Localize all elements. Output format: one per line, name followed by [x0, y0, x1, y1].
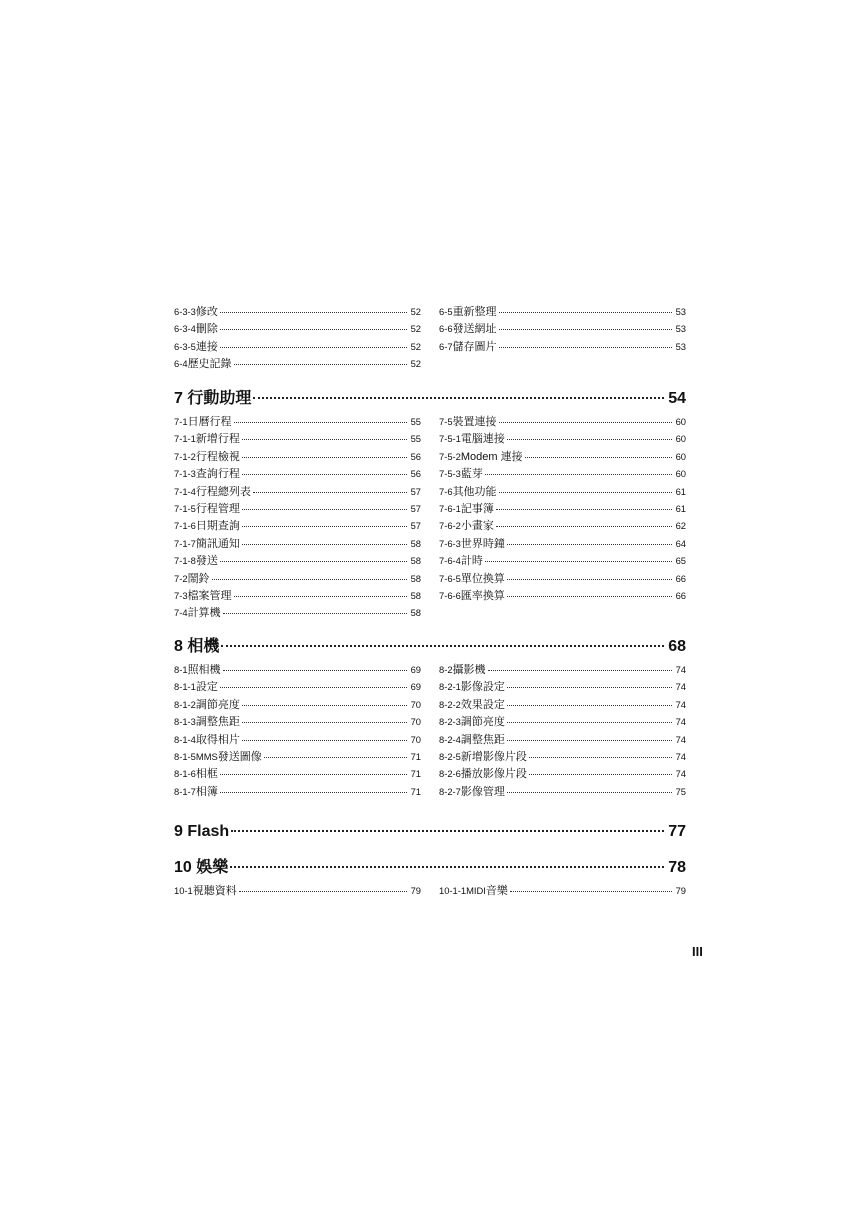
toc-entry-page: 79: [675, 885, 686, 896]
toc-entry[interactable]: [174, 355, 421, 372]
toc-entry-title: 行程總列表: [195, 485, 251, 498]
toc-entry-title: 儲存圖片: [452, 340, 497, 353]
toc-entry-page: 74: [675, 750, 686, 762]
dot-leader: [220, 561, 407, 562]
toc-entry[interactable]: [439, 430, 686, 447]
toc-entry-page: 74: [675, 733, 686, 745]
chapter-page-number: 54: [668, 390, 686, 407]
toc-entry-number: 7-1-1: [174, 433, 196, 445]
dot-leader: [507, 792, 672, 793]
toc-entry-title: 日曆行程: [187, 416, 232, 428]
toc-entry-title: 攝影機: [452, 664, 486, 676]
toc-entry-title: 其他功能: [452, 485, 497, 498]
dot-leader: [242, 474, 407, 475]
toc-entry-title: 修改: [195, 306, 218, 318]
dot-leader: [496, 526, 672, 527]
dot-leader: [488, 670, 672, 671]
toc-column-left: [174, 882, 421, 899]
dot-leader: [499, 312, 672, 313]
toc-entry-title: 計算機: [187, 607, 221, 620]
dot-leader: [230, 866, 664, 868]
toc-entry-number: 8-2-3: [439, 716, 461, 728]
toc-entry-title: 匯率換算: [460, 589, 505, 602]
toc-entry[interactable]: [439, 535, 686, 552]
toc-entry-page: 58: [410, 555, 421, 567]
toc-entry-title: 取得相片: [195, 733, 240, 746]
dot-leader: [525, 457, 672, 458]
chapter-page-number: 78: [668, 859, 686, 876]
toc-entry-number: 7-6-5: [439, 572, 461, 584]
toc-entry[interactable]: [174, 465, 421, 482]
toc-entry[interactable]: [174, 517, 421, 534]
toc-entry-page: 57: [410, 502, 421, 514]
toc-entry[interactable]: [439, 731, 686, 748]
toc-entry-number: 6-3-4: [174, 323, 196, 335]
toc-entry-number: 8-1: [174, 664, 188, 675]
toc-entry-page: 61: [675, 502, 686, 514]
toc-entry[interactable]: [439, 696, 686, 713]
toc-entry-page: 52: [410, 358, 421, 370]
toc-entry-number: 7-6-6: [439, 589, 461, 601]
toc-entry-number: 7-3: [174, 589, 188, 601]
toc-entry-number: 8-1-7: [174, 785, 196, 797]
toc-entry-title: 世界時鐘: [460, 537, 505, 550]
chapter-heading[interactable]: [174, 857, 686, 879]
dot-leader: [242, 722, 407, 723]
dot-leader: [499, 422, 672, 423]
toc-entry[interactable]: [174, 413, 421, 430]
toc-entry-title: 簡訊通知: [195, 537, 240, 550]
toc-entry[interactable]: [439, 748, 686, 765]
toc-entry-title: 影像管理: [460, 785, 505, 798]
toc-entry-number: 7-6: [439, 485, 453, 497]
dot-leader: [242, 509, 407, 510]
toc-entry[interactable]: [174, 731, 421, 748]
toc-entry-number: 7-6-1: [439, 502, 461, 514]
toc-column-right: [439, 882, 686, 899]
toc-entry-page: 69: [410, 664, 421, 675]
toc-entry-number: 7-1-4: [174, 485, 196, 497]
toc-entry-number: 8-2-5: [439, 750, 461, 762]
toc-entry-page: 71: [410, 785, 421, 797]
toc-entry[interactable]: [174, 430, 421, 447]
toc-entry-title: 歷史記錄: [187, 358, 232, 371]
dot-leader: [529, 774, 672, 775]
dot-leader: [264, 757, 407, 758]
toc-entry-title: 調節亮度: [460, 716, 505, 729]
dot-leader: [242, 705, 407, 706]
toc-section-6-continued: [174, 303, 686, 373]
toc-entry[interactable]: [439, 448, 686, 465]
toc-entry-number: 7-1-8: [174, 555, 196, 567]
chapter-page-number: 68: [668, 638, 686, 655]
toc-entry-page: 58: [410, 572, 421, 584]
toc-entry-page: 57: [410, 520, 421, 532]
toc-entry-page: 56: [410, 468, 421, 480]
toc-entry-page: 52: [410, 323, 421, 335]
toc-entry-page: 70: [410, 716, 421, 728]
toc-entry[interactable]: [174, 500, 421, 517]
toc-entry-page: 75: [675, 785, 686, 797]
toc-entry-title: 發送圖像: [217, 750, 262, 763]
toc-entry[interactable]: [439, 765, 686, 782]
chapter-page-number: 77: [668, 823, 686, 840]
toc-entry-number: 7-6-4: [439, 555, 461, 567]
toc-entry[interactable]: [174, 552, 421, 569]
dot-leader: [507, 439, 672, 440]
chapter-heading[interactable]: [174, 636, 686, 658]
toc-entry[interactable]: [174, 338, 421, 355]
toc-entry[interactable]: [174, 748, 421, 765]
toc-entry-page: 66: [675, 572, 686, 584]
toc-entry-title: 視聽資料: [192, 885, 237, 897]
toc-entry-page: 71: [410, 768, 421, 780]
dot-leader: [220, 687, 407, 688]
toc-entry-title: 查詢行程: [195, 468, 240, 481]
dot-leader: [496, 509, 672, 510]
dot-leader: [253, 492, 407, 493]
toc-entry-page: 74: [675, 768, 686, 780]
toc-entry-number: 8-2-4: [439, 733, 461, 745]
toc-entry-page: 70: [410, 698, 421, 710]
toc-entry-number: 10-1-1MIDI: [439, 885, 486, 896]
toc-entry-page: 53: [675, 340, 686, 352]
toc-entry-number: 7-1-6: [174, 520, 196, 532]
dot-leader: [223, 670, 407, 671]
toc-entry[interactable]: [174, 448, 421, 465]
toc-entry-page: 62: [675, 520, 686, 532]
toc-entry-number: 7-2: [174, 572, 188, 584]
toc-entry-page: 74: [675, 716, 686, 728]
toc-entry-number: 8-1-5MMS: [174, 750, 218, 762]
toc-entry-title: 效果設定: [460, 698, 505, 711]
toc-entry-number: 8-2-6: [439, 768, 461, 780]
toc-entry-title: 裝置連接: [452, 416, 497, 428]
toc-entry-title: 新增影像片段: [460, 750, 527, 763]
toc-entry[interactable]: [174, 604, 421, 621]
toc-entry-page: 55: [410, 416, 421, 427]
chapter-title: 9 Flash: [174, 823, 230, 840]
toc-entry-page: 66: [675, 589, 686, 601]
toc-column-right: [439, 303, 686, 373]
toc-entry-page: 70: [410, 733, 421, 745]
chapter-title: 10 娛樂: [174, 859, 229, 876]
toc-entry-number: 8-1-2: [174, 698, 196, 710]
toc-entry-title: 計時: [460, 555, 483, 568]
toc-entry-number: 7-5-2: [439, 450, 461, 462]
toc-entry-title: 連接: [195, 340, 218, 353]
toc-entry-number: 10-1: [174, 885, 193, 896]
toc-entry-title: 調整焦距: [460, 733, 505, 746]
toc-entry-number: 6-3-5: [174, 340, 196, 352]
toc-entry-number: 8-2-7: [439, 785, 461, 797]
dot-leader: [485, 561, 672, 562]
toc-entry-number: 7-6-2: [439, 520, 461, 532]
dot-leader: [220, 347, 407, 348]
dot-leader: [231, 830, 664, 832]
dot-leader: [507, 722, 672, 723]
toc-entry[interactable]: [174, 535, 421, 552]
toc-entry-page: 60: [675, 416, 686, 427]
toc-entry[interactable]: [174, 696, 421, 713]
toc-entry[interactable]: [439, 587, 686, 604]
dot-leader: [220, 329, 407, 330]
toc-entry[interactable]: [439, 500, 686, 517]
toc-entry-title: 小畫家: [460, 520, 494, 533]
toc-entry[interactable]: [174, 713, 421, 730]
toc-entry-title: 單位換算: [460, 572, 505, 585]
toc-entry[interactable]: [439, 661, 686, 678]
toc-entry-number: 7-1-2: [174, 450, 196, 462]
toc-entry-page: 57: [410, 485, 421, 497]
toc-entry-number: 8-1-4: [174, 733, 196, 745]
toc-column-left: [174, 661, 421, 800]
toc-chapter-10: [174, 857, 686, 899]
toc-entry-number: 8-2: [439, 664, 453, 675]
toc-entry-page: 64: [675, 537, 686, 549]
toc-entry-title: 記事簿: [460, 502, 494, 515]
toc-entry-number: 7-5: [439, 416, 453, 427]
dot-leader: [507, 596, 672, 597]
dot-leader: [507, 579, 672, 580]
dot-leader: [221, 645, 664, 647]
toc-entry-title: 播放影像片段: [460, 768, 527, 781]
dot-leader: [220, 312, 407, 313]
toc-entry-number: 7-1-5: [174, 502, 196, 514]
toc-entry-page: 65: [675, 555, 686, 567]
toc-entry-page: 58: [410, 537, 421, 549]
toc-chapter-9: [174, 821, 686, 846]
toc-entry-number: 6-7: [439, 340, 453, 352]
toc-entry-number: 7-6-3: [439, 537, 461, 549]
toc-entry-title: 相簿: [195, 785, 218, 798]
dot-leader: [242, 526, 407, 527]
toc-entry-number: 8-1-6: [174, 768, 196, 780]
toc-entry-title: 行程檢視: [195, 450, 240, 463]
toc-entry[interactable]: [439, 338, 686, 355]
toc-entry-page: 55: [410, 433, 421, 445]
toc-entry[interactable]: [174, 765, 421, 782]
toc-entry-page: 60: [675, 433, 686, 445]
toc-entry-number: 8-2-1: [439, 681, 461, 693]
toc-entry-number: 7-5-3: [439, 468, 461, 480]
toc-entry[interactable]: [439, 483, 686, 500]
toc-entry-title: 行程管理: [195, 502, 240, 515]
toc-entry-title: Modem 連接: [460, 450, 523, 463]
toc-entry-title: 重新整理: [452, 306, 497, 318]
toc-column-left: [174, 303, 421, 373]
toc-chapter-8: [174, 636, 686, 800]
toc-entry-title: 檔案管理: [187, 589, 232, 602]
dot-leader: [507, 544, 672, 545]
toc-entry-title: 發送網址: [452, 323, 497, 336]
toc-entry-page: 53: [675, 306, 686, 317]
dot-leader: [499, 492, 672, 493]
dot-leader: [242, 544, 407, 545]
toc-entry[interactable]: [174, 587, 421, 604]
toc-entry-page: 56: [410, 450, 421, 462]
dot-leader: [242, 439, 407, 440]
dot-leader: [507, 687, 672, 688]
dot-leader: [223, 613, 407, 614]
toc-entry-page: 52: [410, 306, 421, 317]
toc-entry-page: 60: [675, 450, 686, 462]
dot-leader: [242, 740, 407, 741]
toc-entry-number: 6-4: [174, 358, 188, 370]
toc-entry-number: 8-1-1: [174, 681, 196, 693]
toc-entry[interactable]: [439, 678, 686, 695]
toc-entry-page: 52: [410, 340, 421, 352]
toc-entry-number: 7-1: [174, 416, 188, 427]
dot-leader: [212, 579, 407, 580]
dot-leader: [499, 329, 672, 330]
toc-entry-page: 58: [410, 607, 421, 619]
toc-entry[interactable]: [439, 517, 686, 534]
toc-entry-page: 79: [410, 885, 421, 896]
toc-column-right: [439, 661, 686, 800]
dot-leader: [220, 792, 407, 793]
toc-entry-title: 鬧鈴: [187, 572, 210, 585]
toc-entry-number: 7-4: [174, 607, 188, 619]
toc-entry[interactable]: [439, 552, 686, 569]
toc-entry-page: 74: [675, 698, 686, 710]
toc-entry-title: 調整焦距: [195, 716, 240, 729]
toc-entry[interactable]: [174, 483, 421, 500]
toc-entry-number: 8-2-2: [439, 698, 461, 710]
dot-leader: [253, 397, 664, 399]
toc-entry[interactable]: [174, 570, 421, 587]
chapter-heading[interactable]: [174, 388, 686, 410]
toc-entry-number: 7-1-7: [174, 537, 196, 549]
chapter-title: 8 相機: [174, 638, 220, 655]
toc-entry-page: 71: [410, 750, 421, 762]
toc-entry-title: 設定: [195, 681, 218, 694]
toc-column-right: [439, 413, 686, 622]
toc-entry[interactable]: [439, 882, 686, 899]
toc-entry[interactable]: [174, 661, 421, 678]
dot-leader: [499, 347, 672, 348]
dot-leader: [507, 705, 672, 706]
dot-leader: [507, 740, 672, 741]
dot-leader: [234, 364, 407, 365]
toc-entry-page: 69: [410, 681, 421, 693]
toc-column-left: [174, 413, 421, 622]
toc-entry-number: 7-1-3: [174, 468, 196, 480]
toc-entry[interactable]: [174, 678, 421, 695]
toc-entry[interactable]: [174, 303, 421, 320]
toc-entry-title: 發送: [195, 555, 218, 568]
toc-entry[interactable]: [439, 713, 686, 730]
dot-leader: [220, 774, 407, 775]
toc-entry-title: 相框: [195, 768, 218, 781]
dot-leader: [510, 891, 672, 892]
page-number: III: [692, 944, 703, 959]
toc-entry[interactable]: [439, 783, 686, 800]
toc-entry-number: 8-1-3: [174, 716, 196, 728]
toc-entry-title: 影像設定: [460, 681, 505, 694]
toc-entry[interactable]: [439, 413, 686, 430]
toc-entry[interactable]: [174, 783, 421, 800]
toc-entry-title: 照相機: [187, 664, 221, 676]
dot-leader: [239, 891, 407, 892]
toc-entry-title: 新增行程: [195, 433, 240, 446]
toc-entry-title: 刪除: [195, 323, 218, 336]
toc-entry-page: 60: [675, 468, 686, 480]
dot-leader: [529, 757, 672, 758]
toc-entry-title: 電腦連接: [460, 433, 505, 446]
toc-entry-number: 7-5-1: [439, 433, 461, 445]
toc-chapter-7: [174, 388, 686, 622]
toc-entry-title: 調節亮度: [195, 698, 240, 711]
toc-entry-title: 音樂: [485, 885, 508, 897]
dot-leader: [485, 474, 672, 475]
chapter-heading[interactable]: [174, 821, 686, 843]
toc-entry-page: 58: [410, 589, 421, 601]
toc-entry-title: 藍芽: [460, 468, 483, 481]
toc-entry-page: 74: [675, 664, 686, 675]
toc-entry-page: 74: [675, 681, 686, 693]
toc-entry-page: 53: [675, 323, 686, 335]
toc-entry-number: 6-6: [439, 323, 453, 335]
toc-entry[interactable]: [439, 465, 686, 482]
toc-entry[interactable]: [174, 882, 421, 899]
toc-entry[interactable]: [439, 303, 686, 320]
toc-entry-page: 61: [675, 485, 686, 497]
toc-entry[interactable]: [439, 570, 686, 587]
toc-entry-number: 6-5: [439, 306, 453, 317]
chapter-title: 7 行動助理: [174, 390, 252, 407]
toc-entry-number: 6-3-3: [174, 306, 196, 317]
dot-leader: [242, 457, 407, 458]
toc-entry[interactable]: [439, 320, 686, 337]
dot-leader: [234, 596, 407, 597]
dot-leader: [234, 422, 407, 423]
toc-entry-title: 日期查詢: [195, 520, 240, 533]
toc-entry[interactable]: [174, 320, 421, 337]
